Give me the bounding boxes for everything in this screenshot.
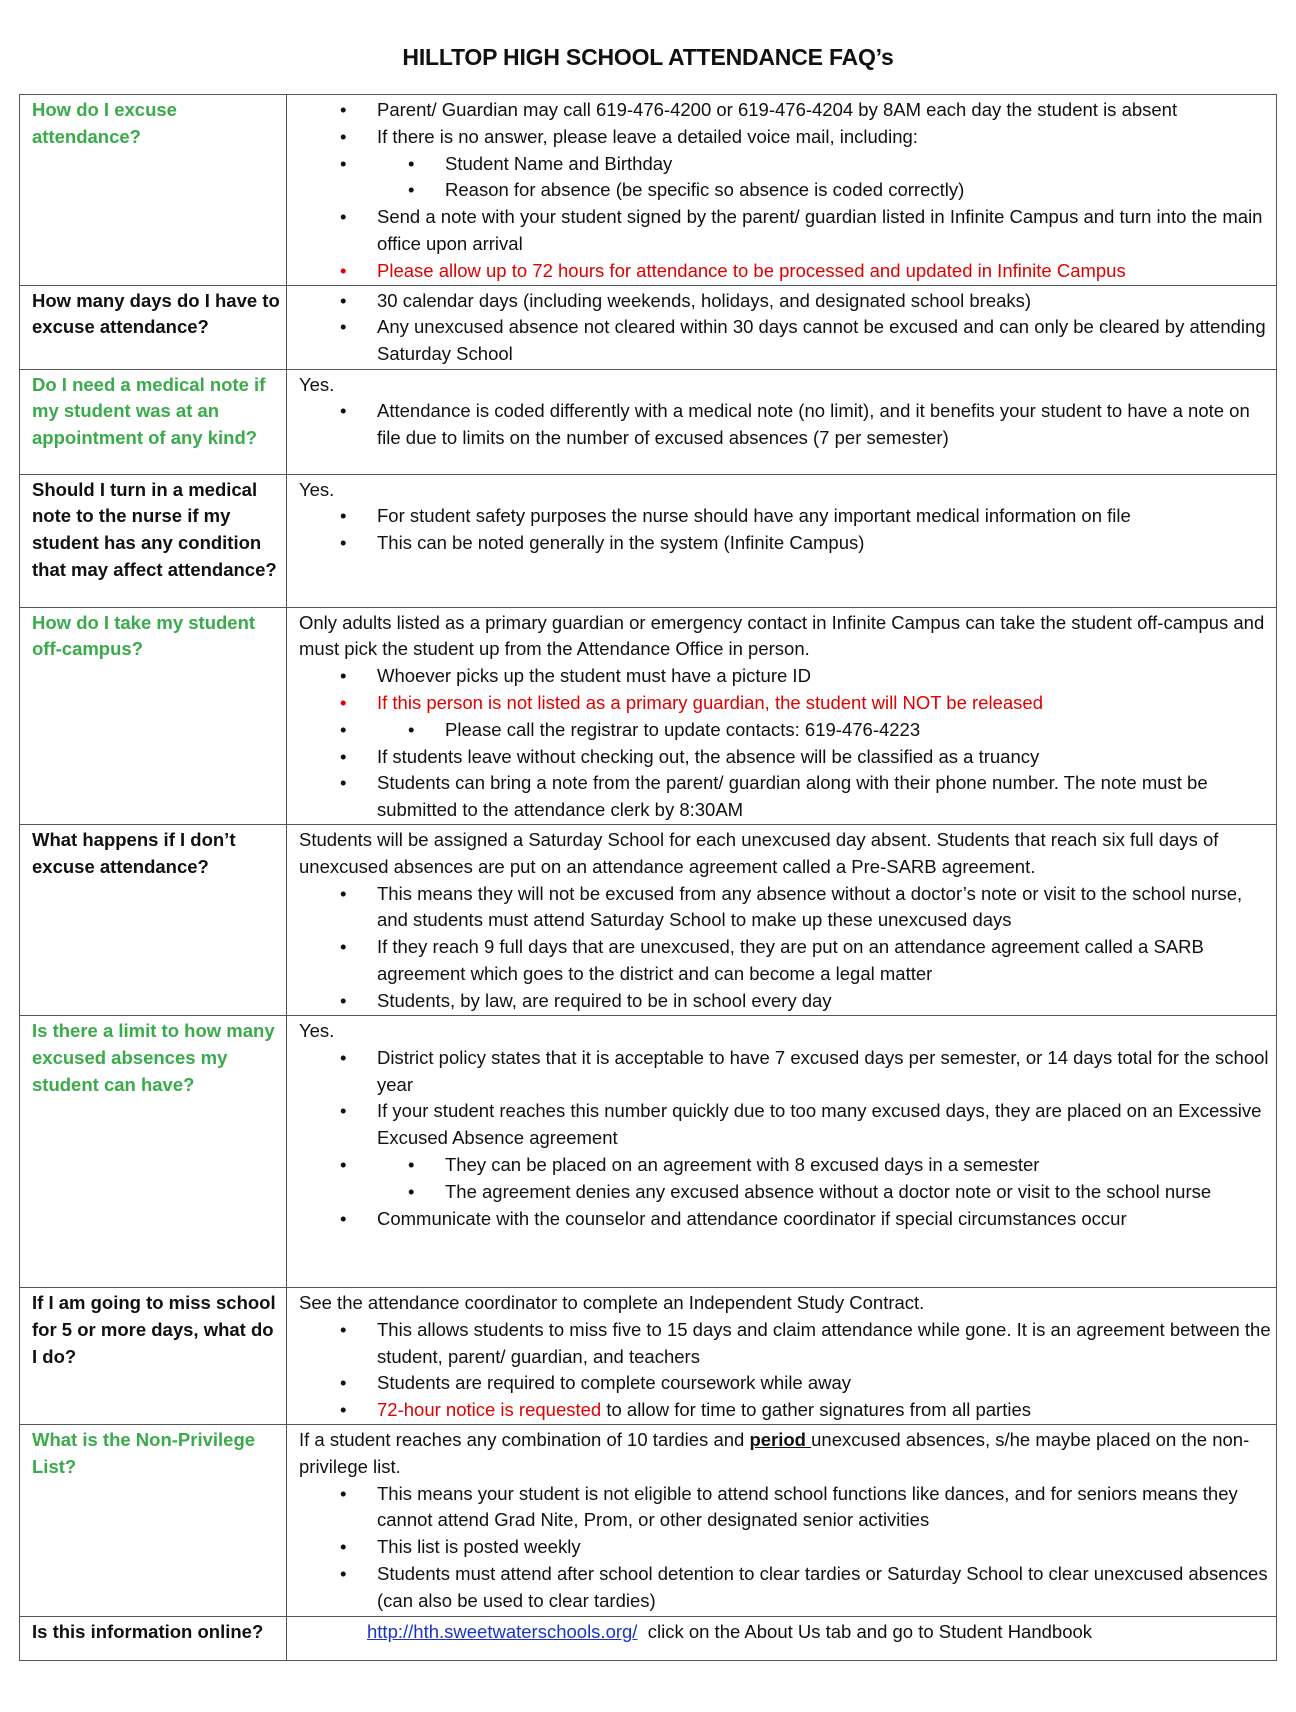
list-item: • This means they will not be excused from any absence without a doctor’s note or visit to the school nurse, and students must attend Saturday School to make up these unexcused days <box>377 881 1272 935</box>
list-item: • • They can be placed on an agreement with 8 excused days in a semester <box>445 1152 1272 1179</box>
list-item: • If your student reaches this number quickly due to too many excused days, they are placed on an Excessive Excused Absence agreement <box>377 1098 1272 1152</box>
table-row <box>20 1015 1277 1287</box>
table-row <box>20 95 1277 286</box>
faq-answer <box>287 1616 1277 1660</box>
list-item <box>377 1397 1272 1424</box>
list-item: • Reason for absence (be specific so absence is coded correctly) <box>445 177 1272 204</box>
answer-intro: Only adults listed as a primary guardian or emergency contact in Infinite Campus can take the student off-campus and must pick the student up from the Attendance Office in person. <box>299 611 1265 660</box>
table-row <box>20 607 1277 824</box>
faq-answer <box>287 607 1277 824</box>
faq-question: How many days do I have to excuse attendance? <box>20 285 287 369</box>
intro-text: If a student reaches any combination of 10 tardies and <box>299 1428 750 1450</box>
nested-list-wrapper <box>377 151 1272 205</box>
faq-question: How do I excuse attendance? <box>20 95 287 286</box>
faq-answer <box>287 824 1277 1015</box>
page-title: HILLTOP HIGH SCHOOL ATTENDANCE FAQ’s <box>402 44 894 70</box>
list-item: • Any unexcused absence not cleared within 30 days cannot be excused and can only be cleared by attending Saturday School <box>377 314 1272 368</box>
list-item: • • Student Name and Birthday <box>445 151 1272 178</box>
list-item: • This can be noted generally in the system (Infinite Campus) <box>377 530 1272 557</box>
nested-list-wrapper <box>377 1152 1272 1206</box>
list-item: • If there is no answer, please leave a detailed voice mail, including: <box>377 124 1272 151</box>
table-row <box>20 1287 1277 1424</box>
faq-question: Is this information online? <box>20 1616 287 1660</box>
list-item: • Students are required to complete coursework while away <box>377 1370 1272 1397</box>
list-item: • Students can bring a note from the parent/ guardian along with their phone number. The note must be submitted to the attendance clerk by 8:30AM <box>377 770 1272 824</box>
list-item: • This allows students to miss five to 15 days and claim attendance while gone. It is an agreement between the student, parent/ guardian, and teachers <box>377 1317 1272 1371</box>
list-item: • Please allow up to 72 hours for attendance to be processed and updated in Infinite Campus <box>377 258 1272 285</box>
online-info <box>299 1619 1272 1646</box>
answer-intro: Yes. <box>299 1019 335 1041</box>
table-row <box>20 285 1277 369</box>
list-item: • Whoever picks up the student must have a picture ID <box>377 663 1272 690</box>
table-row <box>20 1616 1277 1660</box>
list-item: • If they reach 9 full days that are unexcused, they are put on an attendance agreement called a SARB agreement which goes to the district and can become a legal matter <box>377 934 1272 988</box>
faq-question: Is there a limit to how many excused absences my student can have? <box>20 1015 287 1287</box>
faq-answer <box>287 95 1277 286</box>
table-row <box>20 824 1277 1015</box>
table-row <box>20 369 1277 474</box>
list-item: • Communicate with the counselor and attendance coordinator if special circumstances occur <box>377 1206 1272 1233</box>
faq-answer <box>287 1287 1277 1424</box>
faq-question: How do I take my student off-campus? <box>20 607 287 824</box>
list-item: • This list is posted weekly <box>377 1534 1272 1561</box>
notice-red-text: 72-hour notice is requested <box>377 1399 602 1421</box>
answer-intro: Students will be assigned a Saturday School for each unexcused day absent. Students that reach six full days of unexcused absences are put on an attendance agreement called a Pre-SARB agreement. <box>299 828 1219 877</box>
list-item: • Students, by law, are required to be in school every day <box>377 988 1272 1015</box>
faq-answer <box>287 285 1277 369</box>
underlined-text: period <box>749 1428 812 1450</box>
faq-question: What is the Non-Privilege List? <box>20 1424 287 1616</box>
list-item: • • Please call the registrar to update contacts: 619-476-4223 <box>445 717 1272 744</box>
list-item: • 30 calendar days (including weekends, holidays, and designated school breaks) <box>377 288 1272 315</box>
faq-table <box>19 94 1277 1661</box>
faq-question: What happens if I don’t excuse attendance? <box>20 824 287 1015</box>
list-item: • Attendance is coded differently with a medical note (no limit), and it benefits your student to have a note on file due to limits on the number of excused absences (7 per semester) <box>377 398 1272 452</box>
list-item: • Parent/ Guardian may call 619-476-4200 or 619-476-4204 by 8AM each day the student is absent <box>377 97 1272 124</box>
intro-text: unexcused absences, s/he maybe placed on the non-privilege list. <box>299 1428 1250 1477</box>
online-rest-text: click on the About Us tab and go to Student Handbook <box>637 1620 1093 1642</box>
faq-answer <box>287 1424 1277 1616</box>
list-item: • The agreement denies any excused absence without a doctor note or visit to the school nurse <box>445 1179 1272 1206</box>
list-item: • If this person is not listed as a primary guardian, the student will NOT be released <box>377 690 1272 717</box>
answer-intro: See the attendance coordinator to complete an Independent Study Contract. <box>299 1291 925 1313</box>
faq-question: Do I need a medical note if my student was at an appointment of any kind? <box>20 369 287 474</box>
list-item: • Send a note with your student signed by the parent/ guardian listed in Infinite Campus and turn into the main office upon arrival <box>377 204 1272 258</box>
answer-intro: Yes. <box>299 478 335 500</box>
answer-intro <box>299 1427 1272 1481</box>
list-item: • For student safety purposes the nurse should have any important medical information on file <box>377 503 1272 530</box>
notice-rest-text: to allow for time to gather signatures from all parties <box>601 1399 1032 1421</box>
faq-answer <box>287 369 1277 474</box>
faq-answer <box>287 1015 1277 1287</box>
list-item: • This means your student is not eligible to attend school functions like dances, and for seniors means they cannot attend Grad Nite, Prom, or other designated senior activities <box>377 1481 1272 1535</box>
answer-intro: Yes. <box>299 373 335 395</box>
list-item: • District policy states that it is acceptable to have 7 excused days per semester, or 14 days total for the school year <box>377 1045 1272 1099</box>
table-row <box>20 1424 1277 1616</box>
table-row <box>20 474 1277 607</box>
faq-question: Should I turn in a medical note to the nurse if my student has any condition that may affect attendance? <box>20 474 287 607</box>
list-item: • Students must attend after school detention to clear tardies or Saturday School to clear unexcused absences (can also be used to clear tardies) <box>377 1561 1272 1615</box>
faq-question: If I am going to miss school for 5 or more days, what do I do? <box>20 1287 287 1424</box>
list-item: • If students leave without checking out, the absence will be classified as a truancy <box>377 744 1272 771</box>
faq-answer <box>287 474 1277 607</box>
nested-list-wrapper <box>377 717 1272 744</box>
handbook-link[interactable]: http://hth.sweetwaterschools.org/ <box>367 1620 638 1642</box>
